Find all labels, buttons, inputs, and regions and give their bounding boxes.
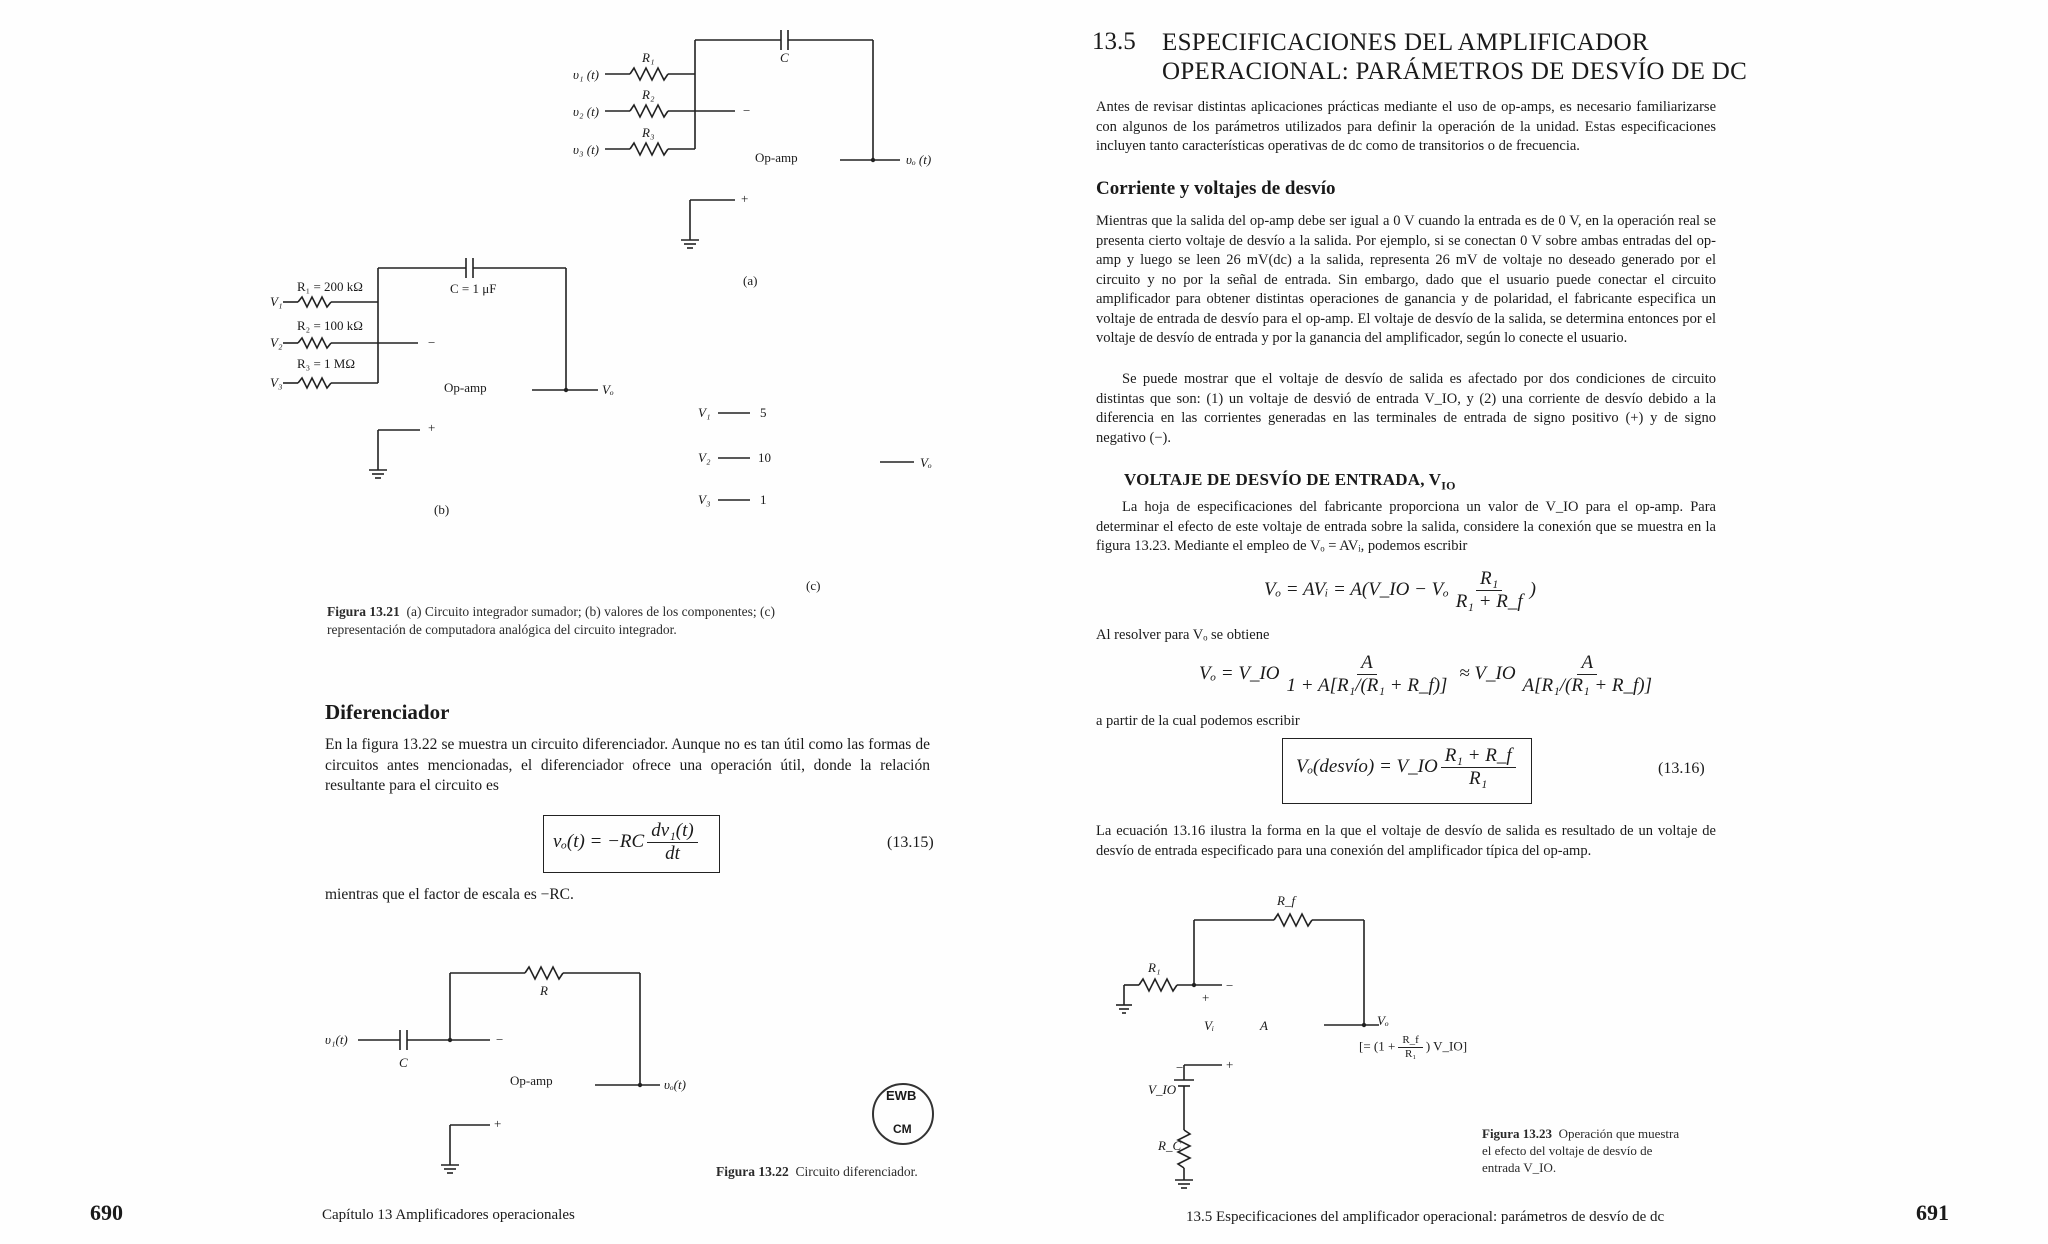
right-folio: 691 xyxy=(1916,1200,1949,1225)
fig22-plus: + xyxy=(494,1116,502,1131)
fig21c-output: Vₒ xyxy=(920,455,932,470)
diff-paragraph: En la figura 13.22 se muestra un circuito diferenciador. Aunque no es tan útil como las formas de circuitos antes mencionadas, el diferenciador ofrece una operación útil, donde la relación resultante para el circuito es xyxy=(325,736,930,794)
fig21c-v3-value: 1 xyxy=(760,492,767,507)
fig23-plus-top: + xyxy=(1202,990,1210,1005)
eq-a-lhs: Vₒ = AVᵢ = A(V_IO − Vₒ xyxy=(1264,578,1449,600)
fig23-rf-label: R_f xyxy=(1277,893,1296,908)
fig21a-output-label: υₒ (t) xyxy=(906,152,932,167)
fig23-minus-bottom: − xyxy=(1176,1060,1184,1075)
fig21c-v1-value: 5 xyxy=(760,405,767,420)
fig23-vo-label: Vₒ xyxy=(1377,1013,1389,1028)
eq16-den: R₁ xyxy=(1469,768,1488,789)
eq-b-den2: A[R₁/(R₁ + R_f)] xyxy=(1522,675,1653,696)
eq16-paragraph: La ecuación 13.16 ilustra la forma en la que el voltaje de desvío de salida es resultado de un voltaje de desvío de entrada especificado para una conexión del amplificador típica del op-amp. xyxy=(1096,823,1716,859)
fig21a-input-3: υ₃ (t) xyxy=(573,142,600,157)
eq-b-num2: A xyxy=(1577,652,1597,675)
fig23-vio-label: V_IO xyxy=(1148,1082,1177,1097)
scale-text: mientras que el factor de escala es −RC. xyxy=(325,886,574,903)
eq-b-lhs: Vₒ = V_IO xyxy=(1199,662,1280,684)
fig21c-v2: V₂ xyxy=(698,450,711,465)
fig21b-output-label: Vₒ xyxy=(602,382,614,397)
offset-paragraph-2: Se puede mostrar que el voltaje de desvío de salida es afectado por dos condiciones de circuito distintas que son: (1) un voltaje de desvió de entrada V_IO, y (2) una corriente de desvío debido a la diferencia en las corrientes generadas en las terminales de entrada de signo positivo (+) y de signo negativo (−). xyxy=(1096,371,1716,446)
fig23-vo-expr-left: [= (1 + xyxy=(1359,1038,1396,1054)
fig21a-plus: + xyxy=(741,191,749,206)
fig22-cap-label: C xyxy=(399,1055,408,1070)
eq15-lhs: vₒ(t) = −RC xyxy=(553,830,645,852)
fig23-plus-bottom: + xyxy=(1226,1057,1234,1072)
fig21c-v3: V₃ xyxy=(698,492,711,507)
fig21a-minus: − xyxy=(743,103,751,118)
fig21c-tag: (c) xyxy=(806,578,821,593)
fig22-minus: − xyxy=(496,1032,504,1047)
eq16-lhs: Vₒ(desvío) = V_IO xyxy=(1296,755,1438,777)
fig23-vo-expr-den: R₁ xyxy=(1404,1048,1417,1060)
fig21c-v2-value: 10 xyxy=(758,450,771,465)
fig23-vo-expression xyxy=(1359,1034,1467,1061)
fig21c-v1: V₁ xyxy=(698,405,711,420)
fig22-input: υ₁(t) xyxy=(325,1032,348,1047)
fig21b-tag: (b) xyxy=(434,502,450,517)
fig21a-input-1: υ₁ (t) xyxy=(573,67,600,82)
eq-b-num1: A xyxy=(1357,652,1377,675)
section-title-line2: OPERACIONAL: PARÁMETROS DE DESVÍO DE DC xyxy=(1162,58,1748,85)
fig21b-minus: − xyxy=(428,335,436,350)
eq-a-close: ) xyxy=(1529,578,1536,600)
fig23-circuit xyxy=(1024,0,2048,1244)
from-text: a partir de la cual podemos escribir xyxy=(1096,713,1300,729)
ewb-badge-bottom: CM xyxy=(893,1122,912,1136)
eq16-num: R₁ + R_f xyxy=(1441,745,1516,768)
fig23-rc-label: R_C xyxy=(1158,1138,1182,1153)
fig21a-r1-label: R₁ xyxy=(642,50,655,65)
right-running-footer: 13.5 Especificaciones del amplificador operacional: parámetros de desvío de dc xyxy=(1186,1209,1665,1225)
fig21b-cap-label: C = 1 μF xyxy=(450,281,497,296)
ewb-badge-top: EWB xyxy=(886,1088,917,1103)
section-number: 13.5 xyxy=(1092,28,1136,55)
fig22-caption xyxy=(716,1163,918,1181)
right-page xyxy=(1024,0,2048,1244)
subhead-vio-text: VOLTAJE DE DESVÍO DE ENTRADA, V xyxy=(1124,470,1442,489)
diff-heading: Diferenciador xyxy=(325,700,450,724)
fig23-caption-text: Operación que muestra el efecto del voltaje de desvío de entrada V_IO. xyxy=(1482,1126,1680,1175)
fig23-vo-expr-num: R_f xyxy=(1398,1034,1423,1048)
vio-paragraph: La hoja de especificaciones del fabricante proporciona un valor de V_IO para el op-amp. Para determinar el efecto de este voltaje de entrada sobre la salida, considere la conexión que se muestra en la figura 13.23. Mediante el empleo de Vₒ = AVᵢ, podemos escribir xyxy=(1096,499,1716,554)
fig23-caption-label: Figura 13.23 xyxy=(1482,1126,1553,1141)
fig21a-r2-label: R₂ xyxy=(642,87,655,102)
fig23-r1-label: R₁ xyxy=(1148,960,1161,975)
left-running-footer: Capítulo 13 Amplificadores operacionales xyxy=(322,1207,575,1223)
fig23-minus-top: − xyxy=(1226,978,1234,993)
fig22-resistor xyxy=(525,967,563,979)
fig21a-opamp-label: Op-amp xyxy=(755,150,798,165)
fig22-opamp-label: Op-amp xyxy=(510,1073,553,1088)
eq15-number: (13.15) xyxy=(887,834,934,851)
fig21-caption-text: (a) Circuito integrador sumador; (b) valores de los componentes; (c) representación de computadora analógica del circuito integrador. xyxy=(327,604,776,637)
fig21a-cap-label: C xyxy=(780,50,789,65)
section-title-line1: ESPECIFICACIONES DEL AMPLIFICADOR xyxy=(1162,29,1649,56)
left-folio: 690 xyxy=(90,1200,123,1225)
fig23-vi-label: Vᵢ xyxy=(1204,1018,1214,1033)
subhead-vio-sub: IO xyxy=(1441,478,1456,493)
fig21b-input-3: V₃ xyxy=(270,375,283,390)
eq-b-den1: 1 + A[R₁/(R₁ + R_f)] xyxy=(1286,675,1448,696)
solve-text: Al resolver para Vₒ se obtiene xyxy=(1096,627,1270,643)
fig23-rf-resistor xyxy=(1274,914,1312,926)
eq-b-approx: ≈ V_IO xyxy=(1459,662,1516,684)
eq-a-num: R₁ xyxy=(1476,568,1502,591)
fig21b-input-1: V₁ xyxy=(270,294,283,309)
fig22-caption-label: Figura 13.22 xyxy=(716,1164,789,1179)
fig23-a-label: A xyxy=(1260,1018,1268,1033)
eq-a-den: R₁ + R_f xyxy=(1455,591,1523,612)
fig21a-r3-label: R₃ xyxy=(642,125,655,140)
fig21b-plus: + xyxy=(428,420,436,435)
fig22-caption-text: Circuito diferenciador. xyxy=(795,1164,918,1179)
fig22-r-label: R xyxy=(540,983,548,998)
fig23-vo-expr-right: ) V_IO] xyxy=(1425,1038,1468,1054)
fig21b-r3-label: R₃ = 1 MΩ xyxy=(297,356,356,371)
fig21b-input-2: V₂ xyxy=(270,335,283,350)
intro-paragraph: Antes de revisar distintas aplicaciones prácticas mediante el uso de op-amps, es necesario familiarizarse con algunos de los parámetros utilizados para definir la operación de la unidad. Estas especificaciones incluyen tanto características operativas de dc como de transitorios o de frecuencia. xyxy=(1096,99,1716,154)
fig23-caption xyxy=(1482,1125,1687,1176)
fig23-r1-resistor xyxy=(1139,979,1177,991)
subhead-offset: Corriente y voltajes de desvío xyxy=(1096,178,1336,199)
fig22-output: υₒ(t) xyxy=(664,1077,686,1092)
fig21b-r2-label: R₂ = 100 kΩ xyxy=(297,318,363,333)
fig21b-r1-label: R₁ = 200 kΩ xyxy=(297,279,363,294)
fig21b-opamp-label: Op-amp xyxy=(444,380,487,395)
fig21-caption-label: Figura 13.21 xyxy=(327,604,400,619)
eq15-num: dv₁(t) xyxy=(647,820,697,843)
fig21a-input-2: υ₂ (t) xyxy=(573,104,600,119)
offset-paragraph-1: Mientras que la salida del op-amp debe ser igual a 0 V cuando la entrada es de 0 V, en la operación real se presenta cierto voltaje de desvío a la salida. Por ejemplo, si se conectan 0 V sobre ambas entradas del op-amp y luego se leen 26 mV(dc) a la salida, representa 26 mV de voltaje no deseado generado por el circuito y no por la señal de entrada. Sin embargo, dado que el usuario puede conectar el circuito amplificador para obtener distintas operaciones de ganancia y de polaridad, el fabricante especifica un voltaje de entrada de desvío para el op-amp. El voltaje de desvío de la salida, se determina entonces por el voltaje de desvío de entrada y por la ganancia del amplificador, según lo conecte el usuario. xyxy=(1096,213,1716,346)
fig21a-tag: (a) xyxy=(743,273,758,288)
eq15-den: dt xyxy=(665,843,680,864)
eq16-number: (13.16) xyxy=(1658,760,1705,777)
